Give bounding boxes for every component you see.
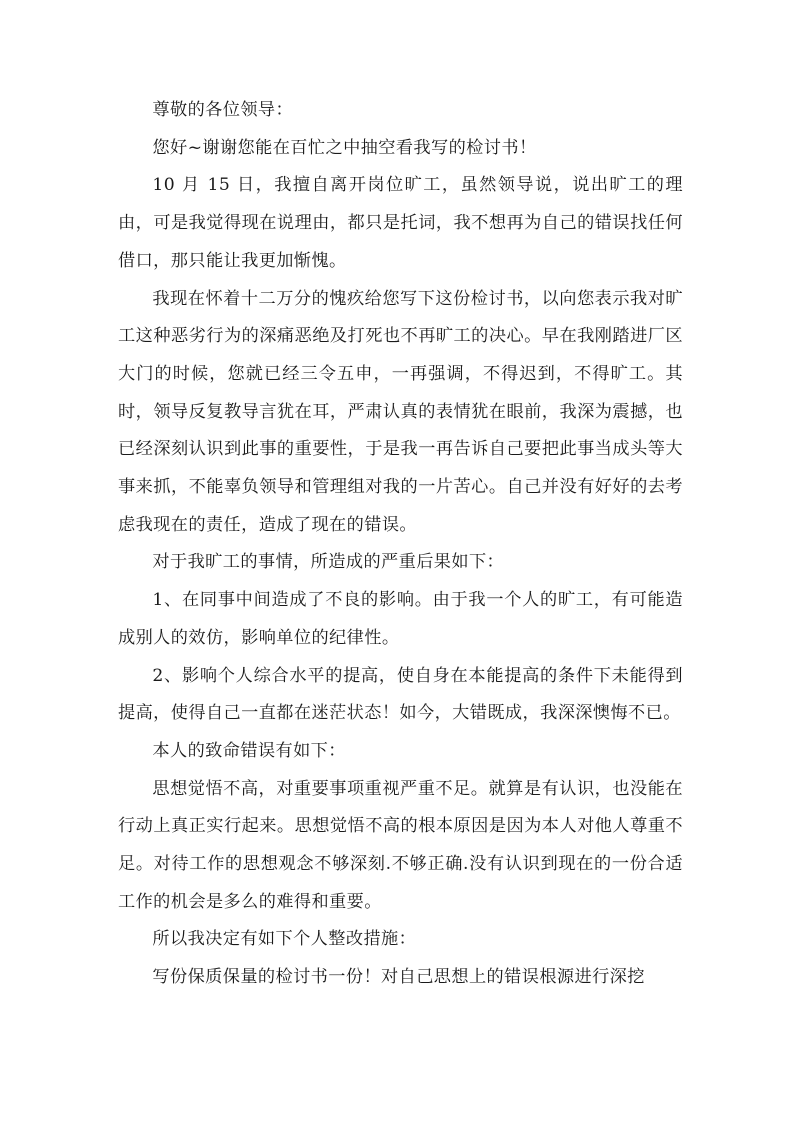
body-paragraph: 思想觉悟不高，对重要事项重视严重不足。就算是有认识，也没能在行动上真正实行起来。思想觉悟不高的根本原因是因为本人对他人尊重不足。对待工作的思想观念不够深刻.不够正确.没有认识到现在的一份合适工作的机会是多么的难得和重要。 — [118, 778, 683, 912]
document-body — [118, 92, 683, 997]
greeting-paragraph: 您好~谢谢您能在百忙之中抽空看我写的检讨书！ — [152, 137, 537, 158]
body-paragraph: 本人的致命错误有如下： — [152, 740, 346, 761]
body-paragraph: 对于我旷工的事情，所造成的严重后果如下： — [152, 552, 505, 573]
body-paragraph: 10 月 15 日，我擅自离开岗位旷工，虽然领导说，说出旷工的理由，可是我觉得现在说理由，都只是托词，我不想再为自己的错误找任何借口，那只能让我更加惭愧。 — [118, 175, 683, 271]
body-paragraph: 所以我决定有如下个人整改措施： — [152, 929, 417, 950]
list-item: 2、影响个人综合水平的提高，使自身在本能提高的条件下未能得到提高，使得自己一直都在迷茫状态！如今，大错既成，我深深懊悔不已。 — [118, 665, 683, 724]
salutation: 尊敬的各位领导： — [152, 100, 294, 120]
body-paragraph: 我现在怀着十二万分的愧疚给您写下这份检讨书，以向您表示我对旷工这种恶劣行为的深痛恶绝及打死也不再旷工的决心。早在我刚踏进厂区大门的时候，您就已经三令五申，一再强调，不得迟到，不得旷工。其时，领导反复教导言犹在耳，严肃认真的表情犹在眼前，我深为震撼，也已经深刻认识到此事的重要性，于是我一再告诉自己要把此事当成头等大事来抓，不能辜负领导和管理组对我的一片苦心。自己并没有好好的去考虑我现在的责任，造成了现在的错误。 — [118, 288, 683, 535]
body-paragraph: 写份保质保量的检讨书一份！对自己思想上的错误根源进行深挖 — [152, 967, 645, 988]
list-item: 1、在同事中间造成了不良的影响。由于我一个人的旷工，有可能造成别人的效仿，影响单位的纪律性。 — [118, 590, 683, 648]
